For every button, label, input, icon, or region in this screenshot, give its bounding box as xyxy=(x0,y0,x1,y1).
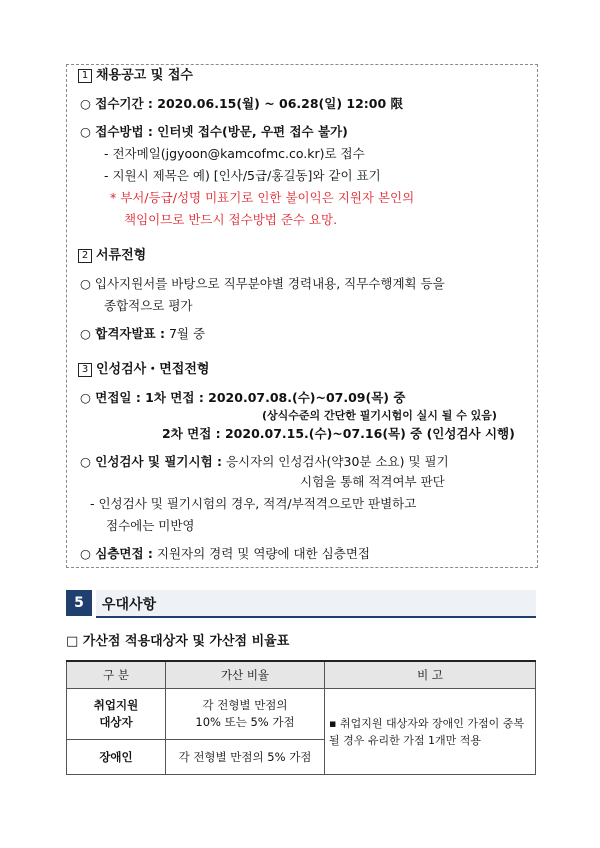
section-1-heading xyxy=(78,68,193,84)
result-announcement xyxy=(80,326,205,342)
application-period: ○ 접수기간 : 2020.06.15(월) ~ 06.28(일) 12:00 限 xyxy=(80,96,404,111)
personality-test-note-2: 점수에는 미반영 xyxy=(106,518,195,533)
personality-test-value: 응시자의 인성검사(약30분 소요) 및 필기 xyxy=(222,454,449,469)
row-1-category: 취업지원 대상자 xyxy=(67,689,166,740)
document-review-line-1: ○ 입사지원서를 바탕으로 직무분야별 경력내용, 직무수행계획 등을 xyxy=(80,276,445,291)
section-3-number: 3 xyxy=(78,363,92,377)
header-ratio: 가산 비율 xyxy=(166,661,325,689)
application-method: ○ 접수방법 : 인터넷 접수(방문, 우편 접수 불가) xyxy=(80,124,348,139)
section-5-number: 5 xyxy=(66,590,92,616)
row-1-ratio: 각 전형별 만점의 10% 또는 5% 가점 xyxy=(166,689,325,740)
in-depth-interview xyxy=(80,546,370,562)
in-depth-interview-value: 지원자의 경력 및 역량에 대한 심층면접 xyxy=(152,546,370,561)
table-header-row xyxy=(67,661,536,689)
bonus-table-title: □ 가산점 적용대상자 및 가산점 비율표 xyxy=(66,634,290,649)
interview-round-1-note: (상식수준의 간단한 필기시험이 실시 될 수 있음) xyxy=(262,409,497,422)
personality-test-value-2: 시험을 통해 적격여부 판단 xyxy=(300,474,445,489)
row-2-category: 장애인 xyxy=(67,740,166,775)
row-2-ratio: 각 전형별 만점의 5% 가점 xyxy=(166,740,325,775)
header-category: 구 분 xyxy=(67,661,166,689)
subject-instruction: - 지원시 제목은 예) [인사/5급/홍길동]와 같이 표기 xyxy=(104,168,381,183)
email-instruction: - 전자메일(jgyoon@kamcofmc.co.kr)로 접수 xyxy=(104,146,365,161)
section-3-heading xyxy=(78,362,209,378)
personality-test-label: ○ 인성검사 및 필기시험 : xyxy=(80,454,222,469)
section-5-header xyxy=(66,590,536,616)
warning-line-1: * 부서/등급/성명 미표기로 인한 불이익은 지원자 본인의 xyxy=(110,190,415,205)
document-review-line-2: 종합적으로 평가 xyxy=(104,298,193,313)
bonus-points-table xyxy=(66,660,536,775)
table-row xyxy=(67,689,536,740)
section-5-title: 우대사항 xyxy=(102,597,157,613)
section-1-title: 채용공고 및 접수 xyxy=(96,68,193,83)
interview-round-1: ○ 면접일 : 1차 면접 : 2020.07.08.(수)~07.09(목) 중 xyxy=(80,390,406,405)
section-3-title: 인성검사・면접전형 xyxy=(96,362,210,377)
result-announcement-value: 7월 중 xyxy=(165,326,206,341)
section-1-number: 1 xyxy=(78,69,92,83)
table-note: ▪ 취업지원 대상자와 장애인 가점이 중복될 경우 유리한 가점 1개만 적용 xyxy=(325,689,536,775)
section-5-underline xyxy=(96,616,536,618)
personality-test-note-1: - 인성검사 및 필기시험의 경우, 적격/부적격으로만 판별하고 xyxy=(90,496,417,511)
section-2-heading xyxy=(78,248,146,264)
section-2-number: 2 xyxy=(78,249,92,263)
in-depth-interview-label: ○ 심층면접 : xyxy=(80,546,153,561)
section-2-title: 서류전형 xyxy=(96,248,147,263)
personality-test xyxy=(80,454,449,470)
result-announcement-label: ○ 합격자발표 : xyxy=(80,326,165,341)
interview-round-2: 2차 면접 : 2020.07.15.(수)~07.16(목) 중 (인성검사 시행) xyxy=(162,426,515,441)
header-note: 비 고 xyxy=(325,661,536,689)
warning-line-2: 책임이므로 반드시 접수방법 준수 요망. xyxy=(124,212,338,227)
section-5-title-bar xyxy=(96,590,536,616)
